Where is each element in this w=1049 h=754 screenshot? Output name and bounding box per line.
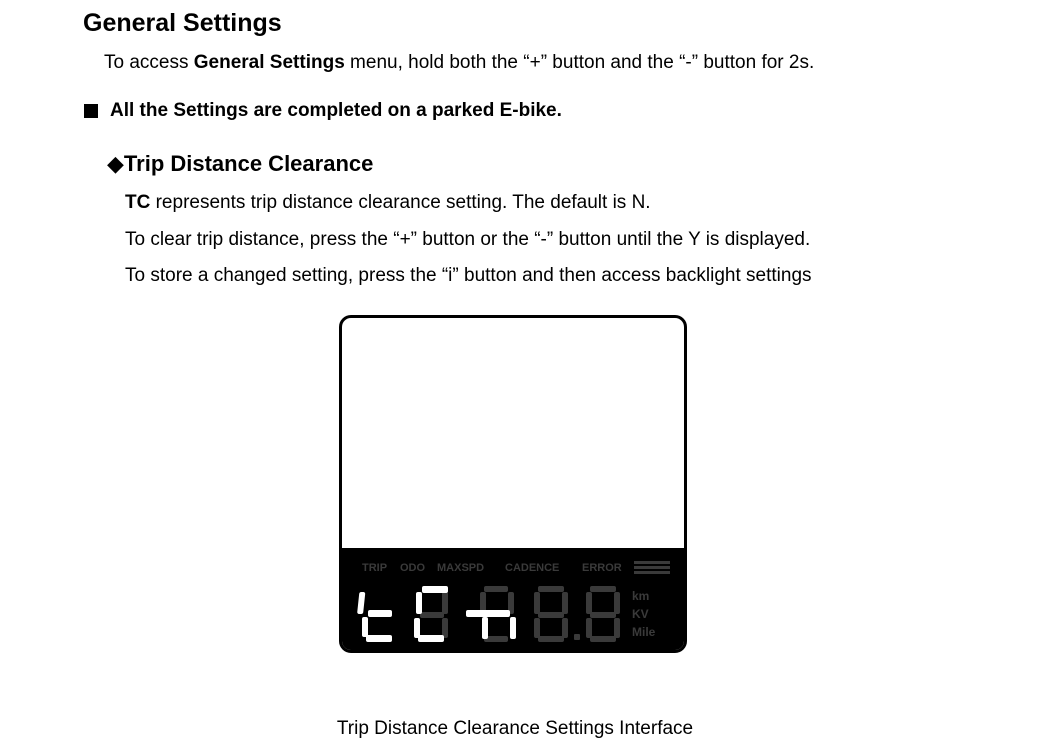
section-title: ◆Trip Distance Clearance	[107, 151, 374, 176]
square-bullet-icon	[84, 104, 98, 118]
lcd-label-odo: ODO	[400, 562, 426, 574]
page-title: General Settings	[83, 9, 282, 37]
intro-bold: General Settings	[193, 52, 345, 73]
paragraph-tc-rest: represents trip distance clearance setting. The default is N.	[150, 192, 651, 213]
lcd-label-cadence: CADENCE	[505, 562, 560, 574]
intro-prefix: To access	[104, 52, 194, 73]
lcd-label-error: ERROR	[582, 562, 622, 574]
intro-paragraph	[104, 50, 814, 76]
notice-line	[84, 98, 562, 124]
lcd-unit-kv: KV	[632, 607, 649, 621]
figure-caption: Trip Distance Clearance Settings Interface	[336, 718, 694, 739]
display-illustration	[339, 315, 687, 653]
paragraph-tc	[125, 190, 651, 216]
paragraph-tc-bold: TC	[125, 192, 151, 213]
paragraph-store: To store a changed setting, press the “i” button and then access backlight settings	[125, 265, 812, 286]
paragraph-clear: To clear trip distance, press the “+” button or the “-” button until the Y is displayed.	[125, 229, 811, 250]
lcd-unit-mile: Mile	[632, 625, 656, 639]
lcd-label-trip: TRIP	[362, 562, 388, 574]
battery-bars-icon	[634, 561, 670, 574]
lcd-label-maxspd: MAXSPD	[437, 562, 485, 574]
notice-text: All the Settings are completed on a parked E-bike.	[110, 100, 562, 121]
intro-suffix: menu, hold both the “+” button and the “-” button for 2s.	[344, 52, 815, 73]
lcd-graphic	[342, 548, 684, 650]
lcd-unit-km: km	[632, 589, 650, 603]
lcd-panel	[342, 548, 684, 650]
unlit-digits	[420, 586, 620, 642]
